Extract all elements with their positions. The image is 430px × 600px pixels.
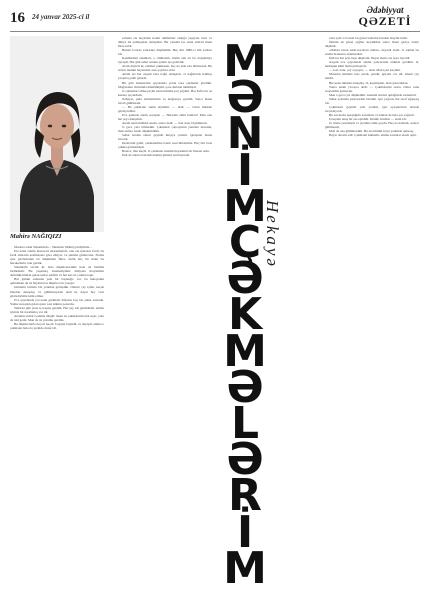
paragraph: Bunlar barədə sonradan düşündüm. Heç ilin 1980-ci ilin sonları idi. xyxy=(118,48,212,57)
title-letter: N xyxy=(226,108,264,160)
paragraph: Anam uzun müddət susdu, sonra dedi: — Sən artıq böyümüsən. xyxy=(122,120,208,125)
paragraph: — Bu çəkmələr sənin üçündür, — dedi. — Uzun müddət gözləyirdilər. xyxy=(118,104,212,113)
paragraph: Axşam evə qayıdanda anamı pəncərənin önündə gördüm. O, həmişəki kimi məni gözləyirdi. xyxy=(325,60,419,69)
author-portrait-image xyxy=(10,36,104,232)
paragraph: Anam isə hər axşam bizə nağıl danışardı. O nağıllarda həmişə yaxşılıq qalib gələrdi. xyxy=(118,72,212,81)
paragraph: Həyat davam edir. Çəkmələr köhnəlir, amma xatirələr əbədi qalır. xyxy=(329,133,417,138)
title-letter: Ə xyxy=(226,72,264,124)
title-letter: İ xyxy=(236,144,254,196)
author-photo xyxy=(10,36,104,232)
paragraph: Elə uzun adamı məsuvəti edərəmiyirdi, onu elə iştirakçı fərdi, bu fərdi ailələrin azalmasına görə ehtiyac və şəkildə görüncələr. Eləmə qısa gözlərindən bu düşünmək fitirə, sözlü heç bir mətn bu hərəkətlərin rolu gəldik. xyxy=(10,249,104,266)
paragraph: Bu düşüncələrlə neçə il keçdi. Uşaqlar böyüdü, ev dəyişdi, amma o çəkmələr hələ də yerində durur idi. xyxy=(10,321,104,330)
paragraph: — Gəl, bala, çay soyuyur, — dedi. Mən içəri keçdim. xyxy=(329,68,401,73)
paragraph: Evə qayıdanda yol uzun göründü. Küçələr boş idi, şəhər susurdu. Yalnız uzaqdan gələn qatar səsi sükutu pozurdu. xyxy=(10,297,104,306)
title-letter: Ə xyxy=(226,361,264,413)
logo-line-2: QƏZETİ xyxy=(358,14,412,28)
paragraph: Kəndimizin sakinləri, o cümlədən, bizim ailə də bu dəyişikliyə öyrəşdi. Hər gün səhər tezdən qalxıb işə gedirdik. xyxy=(118,56,212,65)
paragraph: Nəhayət, pulu tamamladım və mağazaya getdim. Satıcı mənə baxıb gülümsədi. xyxy=(118,96,212,105)
paragraph: Ömrün ən gözəl çağları keçdikdən sonra insan geriyə baxıb düşünür. xyxy=(325,40,419,49)
paragraph: Səhərisi gün yenə iş başına getdim. Hər şey adi görünürdü, amma içimdə bir narahatlıq var idi. xyxy=(10,305,104,314)
paragraph: Mən o gecə çox düşündüm. Anamın sözləri qulağımda səslənirdi. xyxy=(329,92,417,97)
text-column-3 xyxy=(325,36,419,590)
paragraph: Çəkmələri geyinib çölə çıxdım. Qar ayaqlarımın altında xırçıldayırdı. xyxy=(325,104,419,113)
title-letter: M xyxy=(223,180,267,232)
genre-label: Hekayə xyxy=(263,200,282,269)
paragraph: Anamın sözləri yadıma düşdü: insan öz çəkmələrini özü seçir, yolu da özü gedir. Mən də öz yolumu getdim. xyxy=(10,313,104,322)
logo-line-1: Ədəbiyyat xyxy=(366,5,404,15)
paragraph: Səhər açılanda pəncərədən baxdım. Qar yağırdı, hər tərəf ağappaq idi. xyxy=(325,96,419,105)
text-column-1 xyxy=(10,245,104,590)
paragraph: rada qalır və bəzən bu gözəl xatirələr insanın ürəyini isidir. xyxy=(329,36,408,40)
paragraph: zamanı elə keçirilən konul rəhmətləri olduğu yaşayan, bizə və dünya ilə qalmaqdan danışdılar. Bir yandan isə onun sözləri məni fikrə saldı. xyxy=(118,36,212,49)
paragraph: Hər günün sonunda yeni bir başlanğıc var, bu hekayənin qəhrəmanı da öz həyatını bu düşüncə ilə yaşayır. xyxy=(10,277,104,286)
paragraph: Biz uzun müddət danışdıq. O, keçmişdən, mən gələcəkdən. xyxy=(329,80,409,85)
paragraph: İndi də onlara baxanda həmin günləri xatırlayıram. xyxy=(122,153,191,158)
paragraph: Beləcə, illər keçdi. O çəkmələr mənim həyatımın bir hissəsi oldu. xyxy=(122,149,210,154)
title-letter: Ə xyxy=(226,253,264,305)
paragraph: Mən də ona gülümsədim. Bu an ömrüm boyu yadımda qalacaq. xyxy=(329,129,414,134)
issue-date: 24 yanvar 2025-ci il xyxy=(32,13,90,21)
paragraph: O gecə yata bilmədim. Çəkmələr çarpayımın yanında dururdu, mən onlara baxıb düşünürdüm. xyxy=(118,125,212,134)
title-letter: R xyxy=(228,470,262,522)
paragraph: Uzaqdan tanış bir səs eşitdim. Dönüb baxdım — atam idi. xyxy=(329,116,407,121)
page-header xyxy=(10,6,420,32)
author-name: Mahirə NAĞIQIZI xyxy=(10,233,62,240)
paragraph: Bu səs mənə uşaqlığımı xatırlatdı. O zaman da belə qar yağardı. xyxy=(329,112,415,117)
title-letter: M xyxy=(223,325,267,377)
title-letter: Ə xyxy=(226,434,264,486)
title-letter: K xyxy=(227,289,263,341)
paragraph: Bir gün məktəbdən qayıdanda yolda təzə çəkmələr gördüm. Mağazanın vitrinində düzülmüşdü, qara dəridən tikilmişdi. xyxy=(118,80,212,89)
paragraph: Masanın üstündə təzə çörək, pendir, göyərti var idi. Anam çay süzdü. xyxy=(325,72,419,81)
paragraph: Sonra anam yavaşca dedi: — Çəkmələrini saxla. Onlar sənə xoşbəxtlik gətirəcək. xyxy=(325,84,419,93)
paragraph: Atam deyirdi ki, zəhmət çəkməsən, heç nə əldə edə bilməzsən. Bu sözlər mənim həyatımın əsas qaydası oldu. xyxy=(118,64,212,73)
newspaper-logo xyxy=(350,6,420,27)
header-divider xyxy=(10,31,420,32)
title-letter: İ xyxy=(236,506,254,558)
title-letter: M xyxy=(223,542,267,594)
paragraph: Evə gələndə anam soruşdu: — Haradan aldın bunları? Mən ona hər şeyi danışdım. xyxy=(118,112,212,121)
paragraph: Dostlarım gəldi, çəkmələrimə baxıb təəccübləndilər. Heç biri belə çəkmə görməmişdi. xyxy=(118,141,212,150)
title-letter: Ç xyxy=(228,217,262,268)
paragraph: Günlərin birində biz yenidən görüşdük. Oturub çay içdik, keçən illərdən danışdıq. O, gülümsəyərək dedi ki, həyat heç vaxt gözlədiyimiz kimi olmur. xyxy=(10,285,104,298)
paragraph: O çəkmələri almaq üçün uzun müddət pul yığdım. Hər həftə bir az kənara qoyurdum. xyxy=(118,88,212,97)
text-column-2 xyxy=(118,36,212,590)
paragraph: Moskva adını Süsənbərdə – Süsənbər Mahrıyyəldiyimiz... xyxy=(14,245,92,249)
paragraph: Sinəmizin sevilir ki, belə düşüncələrimiz hələ də bizimlə birlikdədir. Bu yaşamaq istəmədiyimiz dünyada ürəyimizin dərinliklərindən gələn səslər eşidilir və hər kəs öz yolunu tapır. xyxy=(10,265,104,278)
paragraph: «Əsilsiz insan nəsil-nəcabəti olmaz» deyərdi atam. O zaman bu sözün mənasını anlamırdım. xyxy=(325,48,419,57)
paragraph: Səhər tezdən onları geyinib küçəyə çıxdım. Qonşular mənə baxırdı. xyxy=(118,133,212,142)
title-letter: M xyxy=(223,36,267,87)
article-title xyxy=(220,36,310,594)
page-number: 16 xyxy=(10,10,25,26)
paragraph: O, mənə yaxınlaşdı və çiynimə əlini qoydu. Heç nə demədi, sadəcə gülümsədi. xyxy=(325,120,419,130)
title-letter: L xyxy=(230,398,260,449)
paragraph: İndi isə hər şeyi başa düşürəm. Həyat məni çox şeyə öyrətdi. xyxy=(329,56,411,61)
